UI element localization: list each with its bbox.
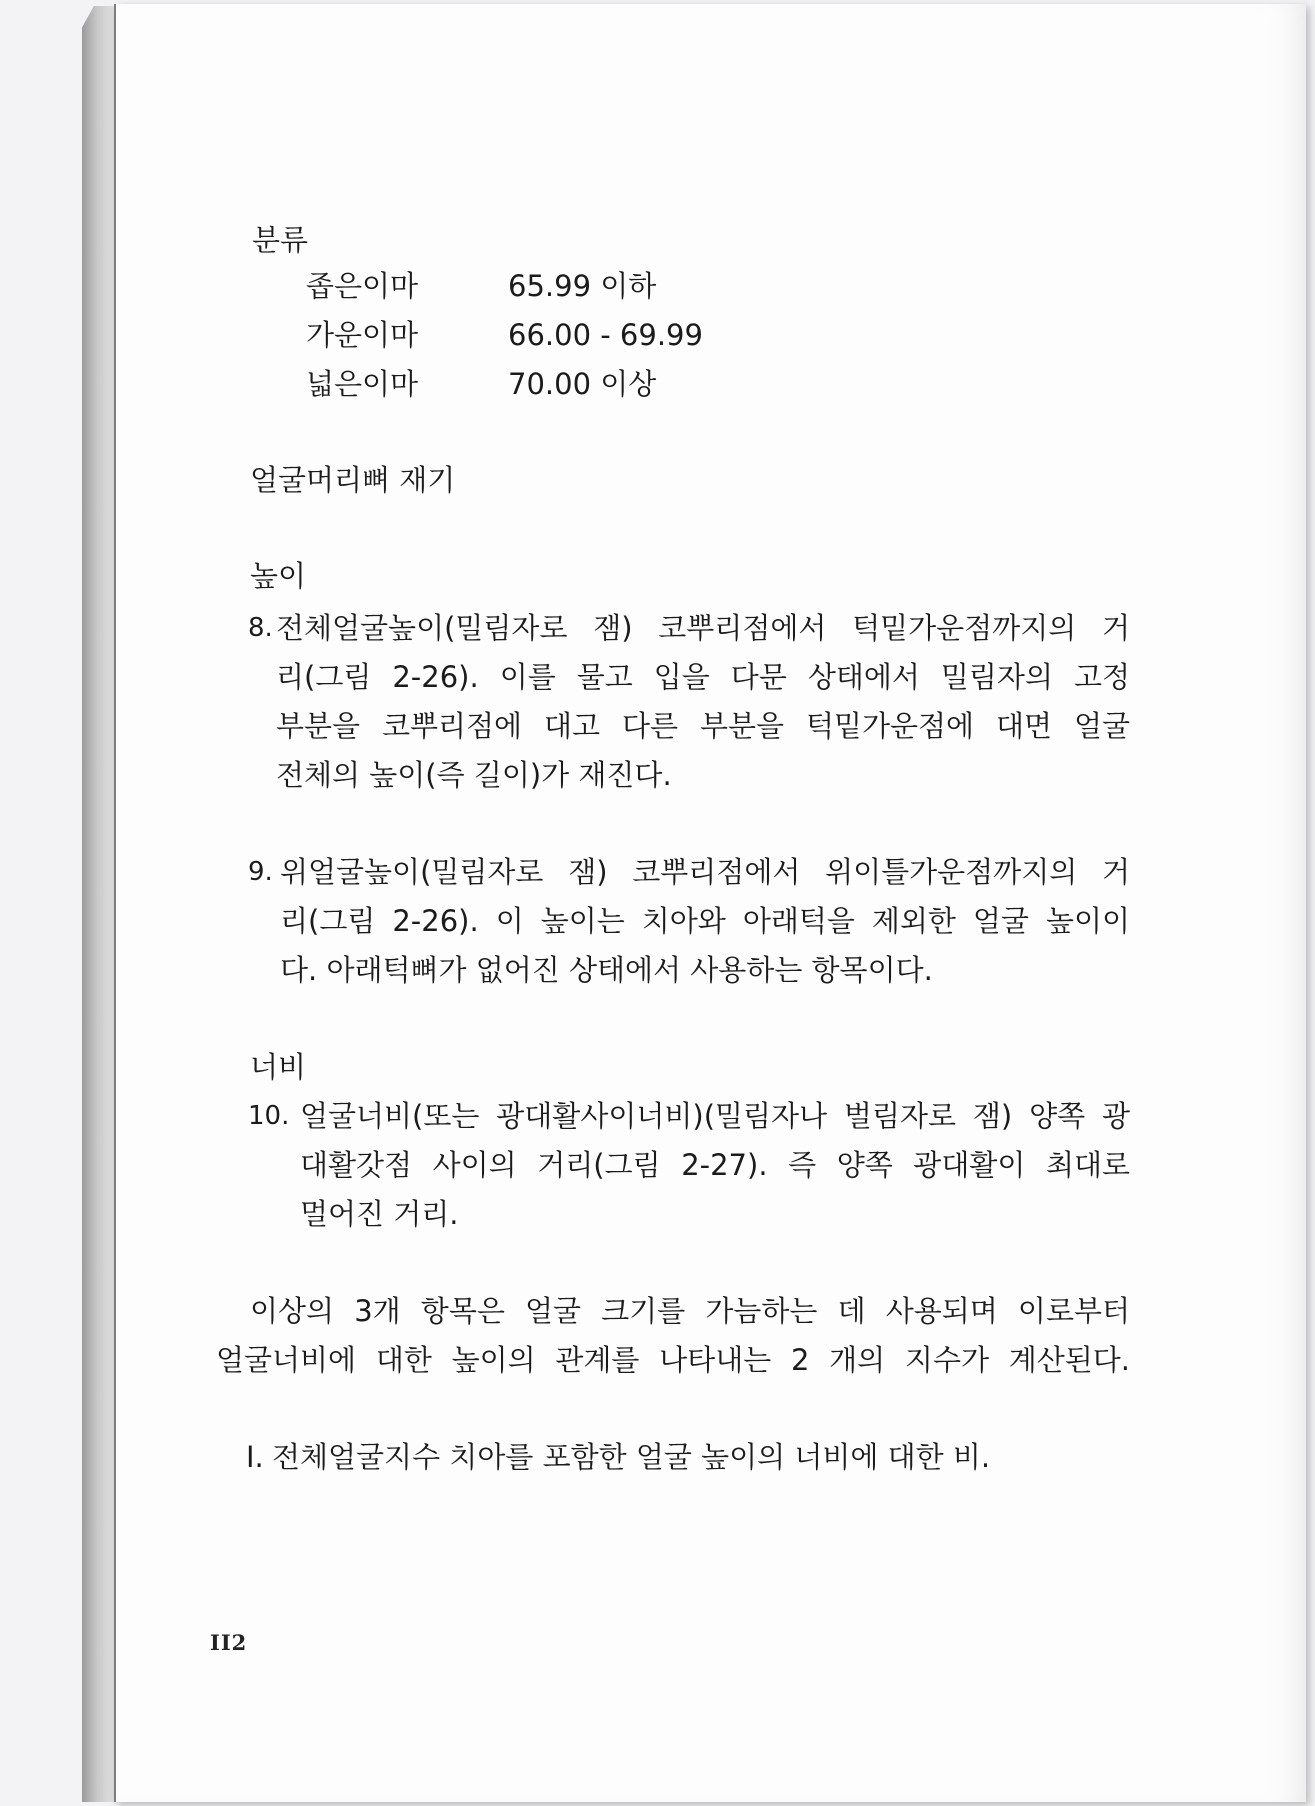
class-label-medium: 가운이마 [306,318,419,352]
class-value-medium: 66.00 - 69.99 [508,318,703,352]
item8-number: 8. [248,613,273,643]
item9-line-1: 위얼굴높이(밀림자로 잼) 코뿌리점에서 위이틀가운점까지의 거 [280,855,1130,889]
summary-line-2: 얼굴너비에 대한 높이의 관계를 나타내는 2 개의 지수가 계산된다. [216,1343,1130,1377]
item10-line-3: 멀어진 거리. [300,1197,459,1231]
summary-line-1: 이상의 3개 항목은 얼굴 크기를 가늠하는 데 사용되며 이로부터 [250,1294,1130,1328]
index1-text: 전체얼굴지수 치아를 포함한 얼굴 높이의 너비에 대한 비. [272,1440,991,1474]
item10-line-1: 얼굴너비(또는 광대활사이너비)(밀림자나 벌림자로 잼) 양쪽 광 [300,1099,1130,1133]
item8-line-4: 전체의 높이(즉 길이)가 재진다. [276,758,672,792]
class-label-wide: 넓은이마 [306,367,419,401]
class-label-narrow: 좁은이마 [306,269,419,303]
item8-line-1: 전체얼굴높이(밀림자로 잼) 코뿌리점에서 턱밑가운점까지의 거 [276,611,1130,645]
item8-line-2: 리(그림 2-26). 이를 물고 입을 다문 상태에서 밀림자의 고정 [276,660,1130,694]
index1-number: I. [246,1440,264,1474]
item10-line-2: 대활갓점 사이의 거리(그림 2-27). 즉 양쪽 광대활이 최대로 [300,1148,1130,1182]
classification-heading: 분류 [252,223,309,257]
page-edge [82,6,116,1802]
item9-line-2: 리(그림 2-26). 이 높이는 치아와 아래턱을 제외한 얼굴 높이이 [280,904,1130,938]
item9-number: 9. [248,857,273,887]
class-value-narrow: 65.99 이하 [508,269,657,303]
class-value-wide: 70.00 이상 [508,367,657,401]
page-number: II2 [210,1630,248,1655]
item10-number: 10. [248,1101,290,1131]
height-heading: 높이 [250,559,307,593]
width-heading: 너비 [250,1050,307,1084]
item8-line-3: 부분을 코뿌리점에 대고 다른 부분을 턱밑가운점에 대면 얼굴 [276,709,1130,743]
item9-line-3: 다. 아래턱뼈가 없어진 상태에서 사용하는 항목이다. [280,953,933,987]
section-title: 얼굴머리뼈 재기 [250,463,456,497]
